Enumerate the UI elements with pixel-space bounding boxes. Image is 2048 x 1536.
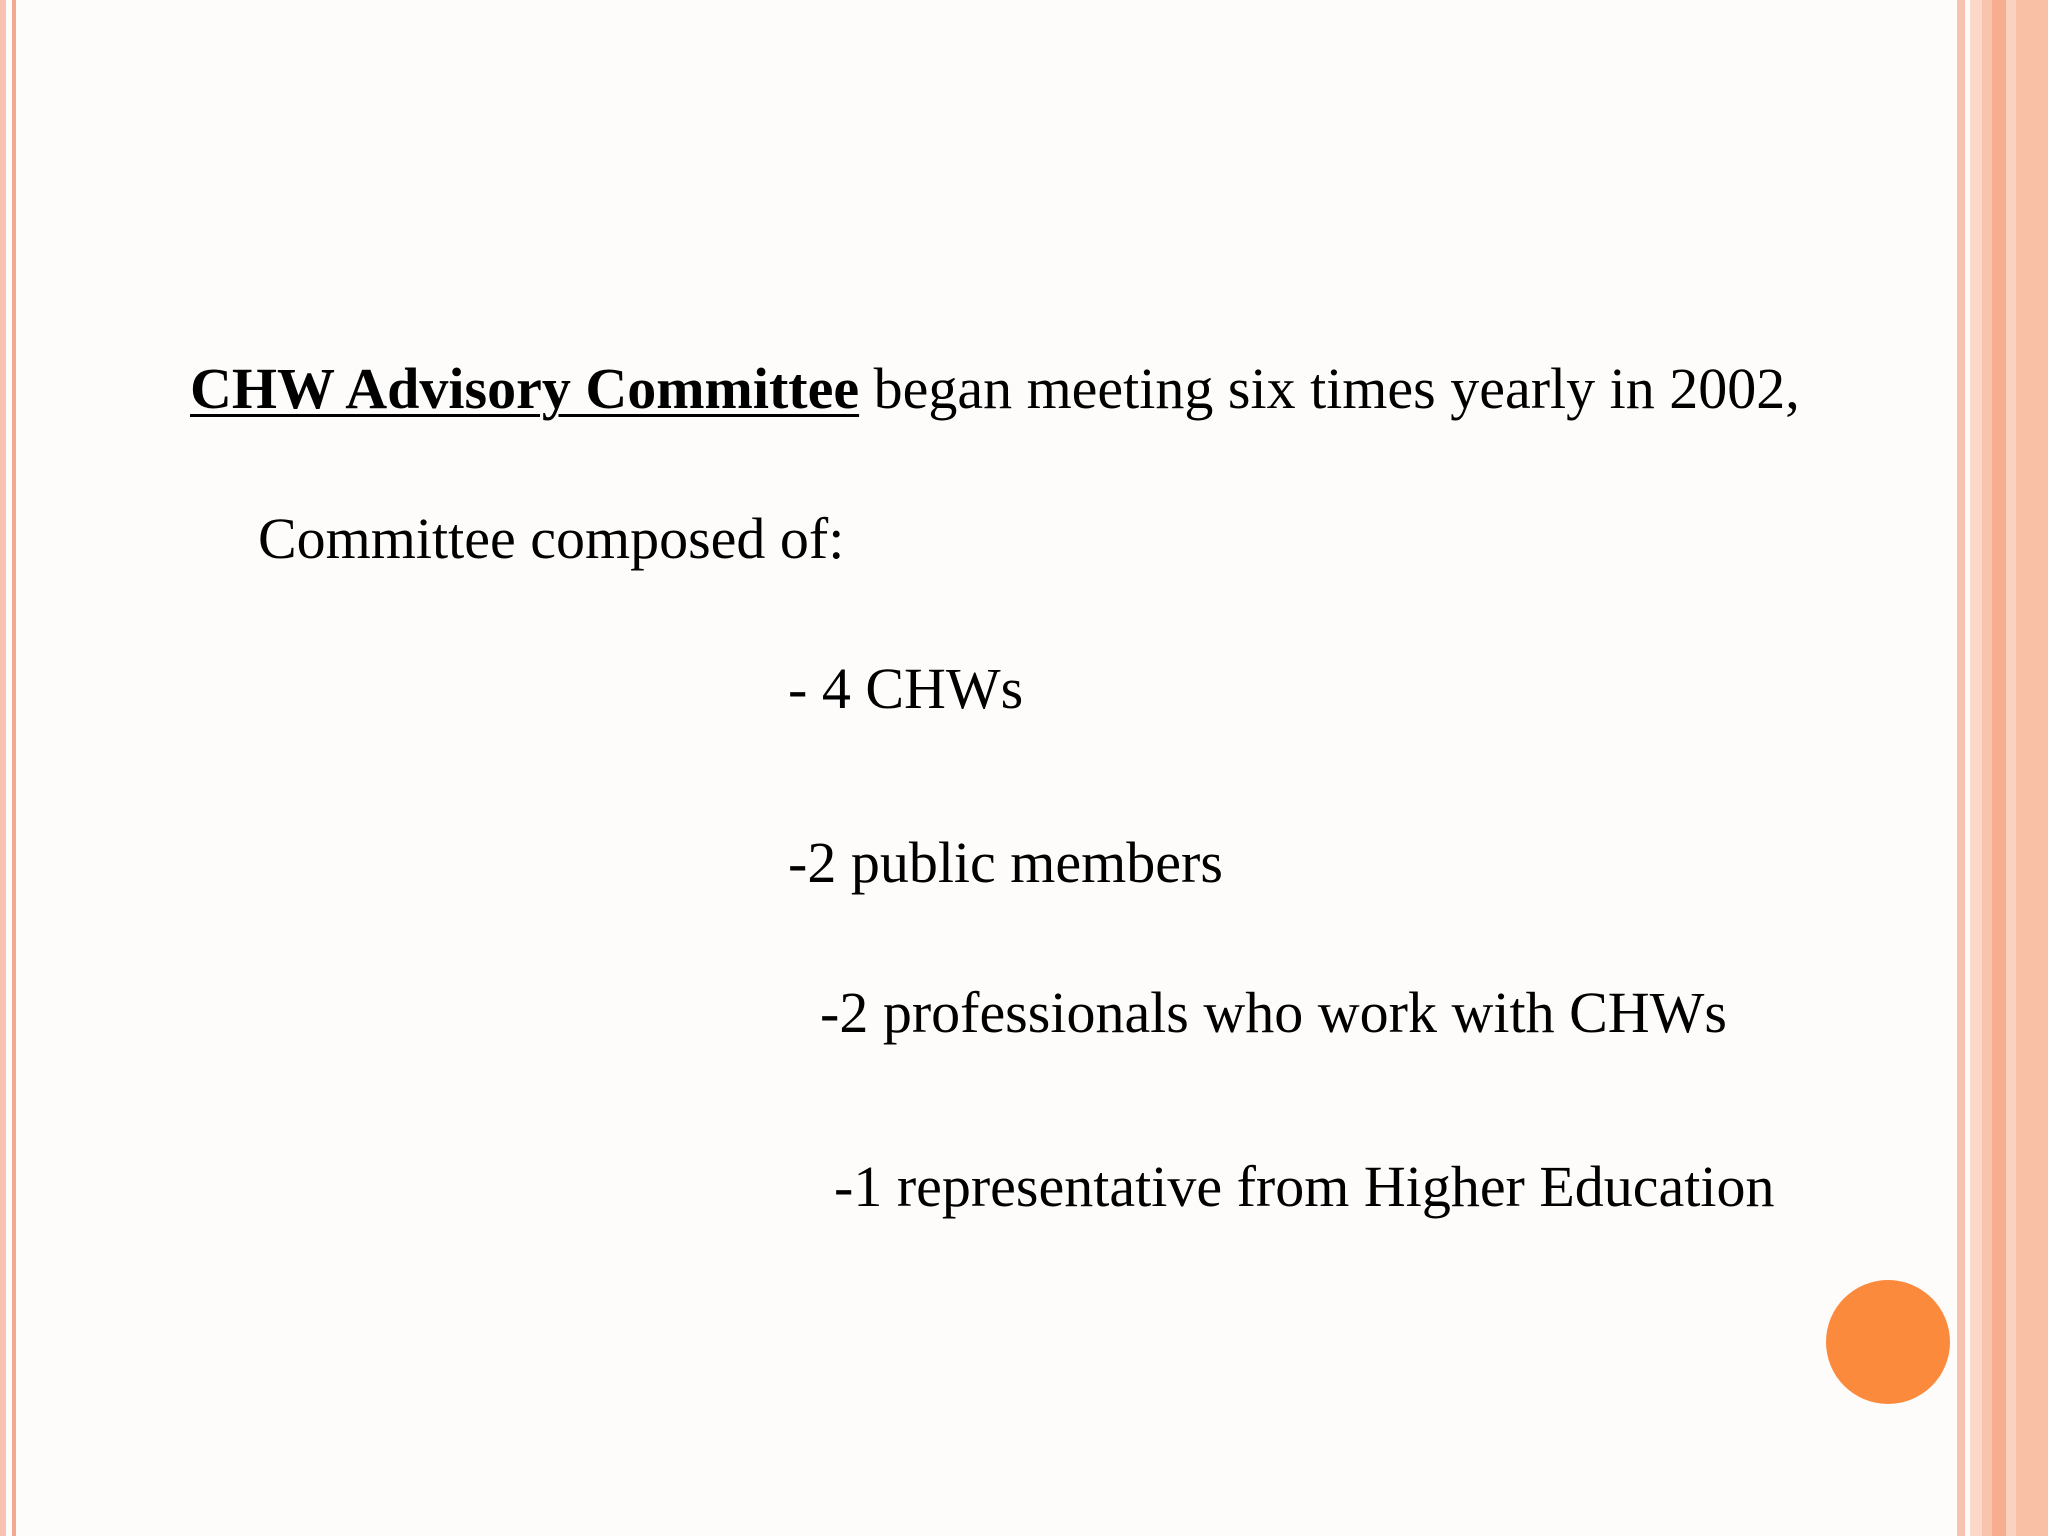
right-border-stripe xyxy=(1992,0,2006,1536)
decorative-dot xyxy=(1826,1280,1950,1404)
right-border-stripe xyxy=(2016,0,2048,1536)
intro-sentence xyxy=(190,356,1800,422)
right-border-stripe xyxy=(2006,0,2016,1536)
intro-rest: began meeting six times yearly in 2002, xyxy=(859,356,1800,421)
committee-title: CHW Advisory Committee xyxy=(190,356,860,421)
left-border-stripe-inner xyxy=(12,0,16,1536)
right-border-stripe xyxy=(1982,0,1992,1536)
right-border-stripe xyxy=(1957,0,1965,1536)
left-border-stripe xyxy=(0,0,6,1536)
member-item: -1 representative from Higher Education xyxy=(834,1154,1775,1219)
member-item: -2 public members xyxy=(788,830,1223,895)
member-item: -2 professionals who work with CHWs xyxy=(820,980,1727,1045)
right-border-stripe xyxy=(1970,0,1982,1536)
member-item: - 4 CHWs xyxy=(788,656,1024,721)
composition-label: Committee composed of: xyxy=(258,506,845,571)
